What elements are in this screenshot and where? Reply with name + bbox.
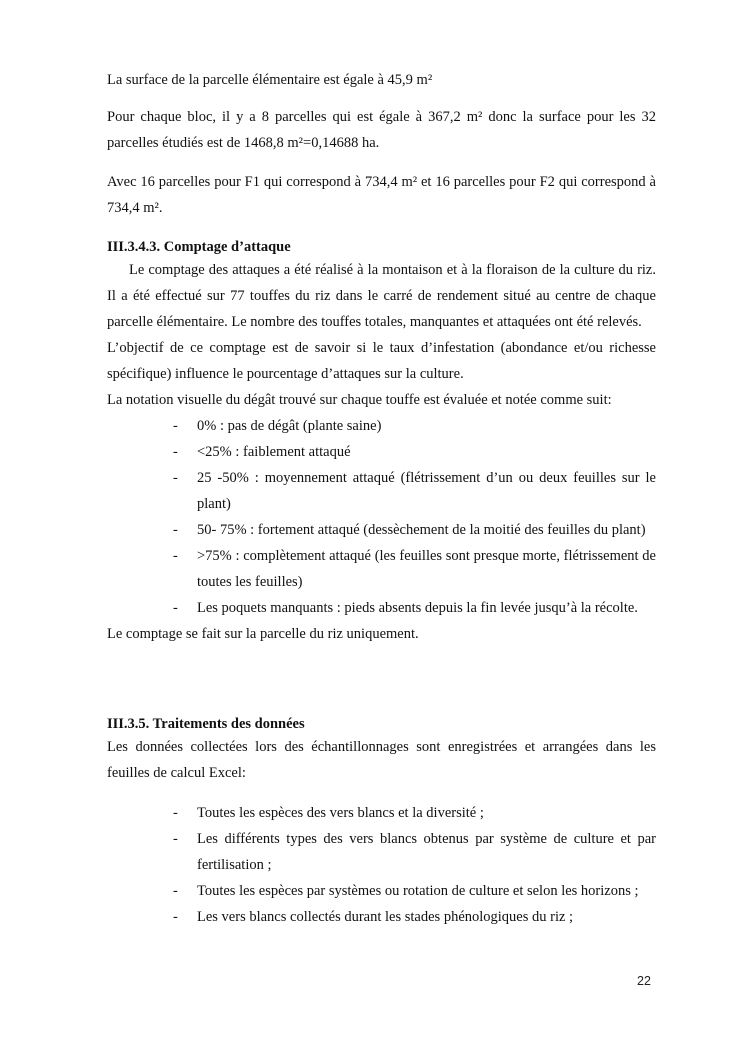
dash-bullet: - — [173, 418, 178, 434]
list-item: - 0% : pas de dégât (plante saine) — [107, 413, 656, 439]
data-processing-list — [107, 800, 656, 930]
notation-intro-paragraph: La notation visuelle du dégât trouvé sur chaque touffe est évaluée et notée comme suit: — [107, 392, 612, 408]
dash-bullet: - — [173, 522, 178, 538]
surface-bloc-paragraph: Pour chaque bloc, il y a 8 parcelles qui est égale à 367,2 m² donc la surface pour les 32 parcelles étudiés est de 1468,8 m²=0,14688 ha. — [107, 109, 656, 151]
dash-bullet: - — [173, 444, 178, 460]
list-item: - <25% : faiblement attaqué — [107, 439, 656, 465]
dash-bullet: - — [173, 909, 178, 925]
traitement-intro-paragraph: Les données collectées lors des échantillonnages sont enregistrées et arrangées dans les feuilles de calcul Excel: — [107, 739, 656, 781]
damage-scale-list — [107, 413, 656, 621]
list-item: - >75% : complètement attaqué (les feuilles sont presque morte, flétrissement de toutes les feuilles) — [107, 543, 656, 595]
list-item: - Les vers blancs collectés durant les stades phénologiques du riz ; — [107, 904, 656, 930]
comptage-conclusion-paragraph: Le comptage se fait sur la parcelle du riz uniquement. — [107, 626, 419, 642]
list-item: - Toutes les espèces des vers blancs et la diversité ; — [107, 800, 656, 826]
comptage-description-paragraph: Le comptage des attaques a été réalisé à la montaison et à la floraison de la culture du riz. Il a été effectué sur 77 touffes du riz dans le carré de rendement situé au centre de chaque parcelle élémentaire. Le nombre des touffes totales, manquantes et attaquées ont été relevés. — [107, 262, 656, 330]
traitement-heading: III.3.5. Traitements des données — [107, 716, 305, 732]
dash-bullet: - — [173, 548, 178, 564]
surface-parcelle-paragraph: La surface de la parcelle élémentaire est égale à 45,9 m² — [107, 72, 433, 88]
dash-bullet: - — [173, 831, 178, 847]
dash-bullet: - — [173, 600, 178, 616]
list-item: - Les différents types des vers blancs obtenus par système de culture et par fertilisation ; — [107, 826, 656, 878]
dash-bullet: - — [173, 883, 178, 899]
list-item: - Les poquets manquants : pieds absents depuis la fin levée jusqu’à la récolte. — [107, 595, 656, 621]
list-item: - Toutes les espèces par systèmes ou rotation de culture et selon les horizons ; — [107, 878, 656, 904]
surface-fertilisation-paragraph: Avec 16 parcelles pour F1 qui correspond à 734,4 m² et 16 parcelles pour F2 qui correspond à 734,4 m². — [107, 174, 656, 216]
list-item: - 25 -50% : moyennement attaqué (flétrissement d’un ou deux feuilles sur le plant) — [107, 465, 656, 517]
page-number: 22 — [637, 974, 651, 988]
comptage-objective-paragraph: L’objectif de ce comptage est de savoir si le taux d’infestation (abondance et/ou richesse spécifique) influence le pourcentage d’attaques sur la culture. — [107, 340, 656, 382]
comptage-heading: III.3.4.3. Comptage d’attaque — [107, 239, 291, 255]
dash-bullet: - — [173, 805, 178, 821]
traitement-section — [107, 714, 656, 930]
list-item: - 50- 75% : fortement attaqué (dessèchement de la moitié des feuilles du plant) — [107, 517, 656, 543]
dash-bullet: - — [173, 470, 178, 486]
comptage-section — [107, 237, 656, 647]
